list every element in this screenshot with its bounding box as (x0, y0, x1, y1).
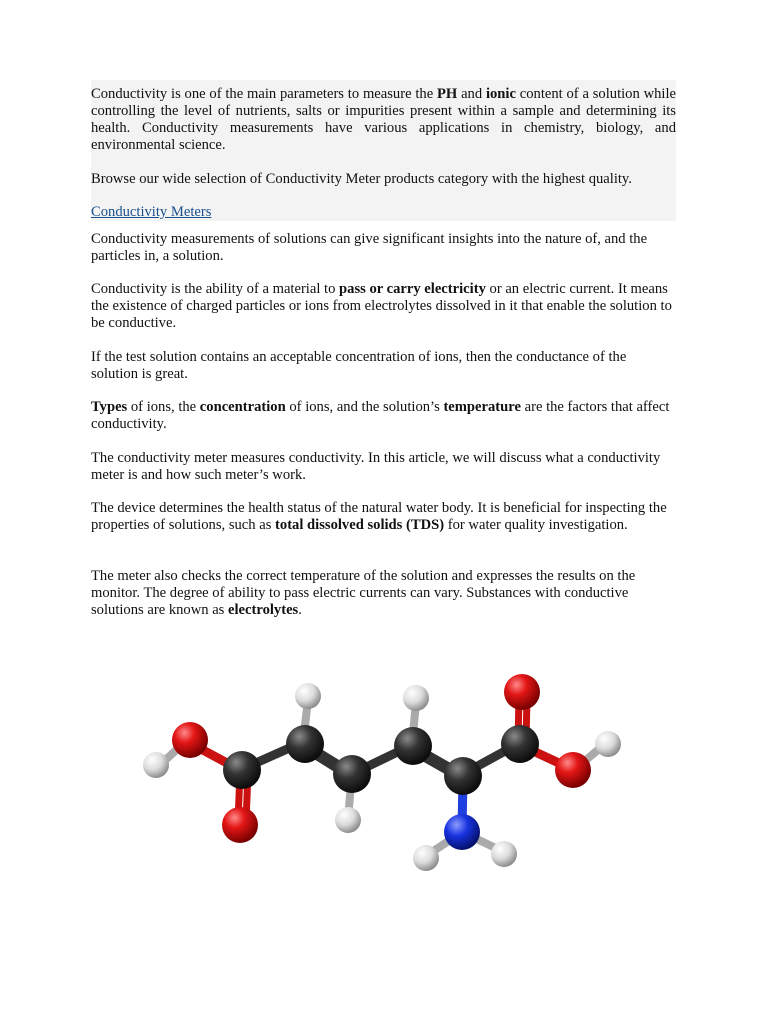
body-paragraph-5 (91, 450, 676, 484)
intro-paragraph (91, 86, 676, 154)
bold-term: PH (437, 86, 458, 102)
bold-term: Types (91, 399, 128, 415)
text-run: for water quality investigation. (444, 517, 628, 533)
text-run: The meter also checks the correct temperature of the solution and expresses the results on the monitor. The degree of ability to pass electric currents can vary. Substances with conductive solutions are known as (91, 568, 636, 618)
body-paragraph-6 (91, 500, 676, 534)
text-run: Conductivity is the ability of a material to (91, 281, 340, 297)
text-run: content of a solution while controlling the level of nutrients, salts or impurities present within a sample and determining its health. Conductivity measurements have various applications in chemistry, biology, and environmental science. (91, 86, 676, 153)
body-paragraph-7 (91, 568, 676, 619)
body-paragraph-1 (91, 231, 676, 265)
text-run: and (457, 86, 486, 102)
body-paragraph-4 (91, 399, 676, 433)
bold-term: ionic (485, 86, 516, 102)
bold-term: total dissolved solids (TDS) (275, 517, 445, 533)
conductivity-meters-link[interactable]: Conductivity Meters (91, 204, 212, 220)
text-run: of ions, and the solution’s (285, 399, 444, 415)
link-line (91, 204, 676, 221)
bold-term: pass or carry electricity (339, 281, 486, 297)
atoms (143, 674, 621, 871)
bold-term: concentration (199, 399, 286, 415)
text-run: or an electric current. It means the existence of charged particles or ions from electrolytes dissolved in it that enable the solution to be conductive. (91, 281, 672, 331)
browse-paragraph: Browse our wide selection of Conductivity Meter products category with the highest quality. (91, 171, 632, 187)
text-run: Conductivity measurements of solutions can give significant insights into the nature of, and the particles in, a solution. (91, 231, 648, 264)
text-run: . (298, 602, 302, 618)
text-run: are the factors that affect conductivity. (91, 399, 670, 432)
bold-term: electrolytes (228, 602, 299, 618)
body-paragraph-2 (91, 281, 676, 332)
molecule-illustration (130, 660, 630, 890)
text-run: The conductivity meter measures conductivity. In this article, we will discuss what a conductivity meter is and how such meter’s work. (91, 450, 661, 483)
bold-term: temperature (443, 399, 521, 415)
body-paragraph-3 (91, 349, 676, 383)
text-run: The device determines the health status of the natural water body. It is beneficial for inspecting the properties of solutions, such as (91, 500, 667, 533)
text-run: of ions, the (127, 399, 200, 415)
text-run: If the test solution contains an acceptable concentration of ions, then the conductance of the solution is great. (91, 349, 627, 382)
text-run: Conductivity is one of the main parameters to measure the (91, 86, 437, 102)
